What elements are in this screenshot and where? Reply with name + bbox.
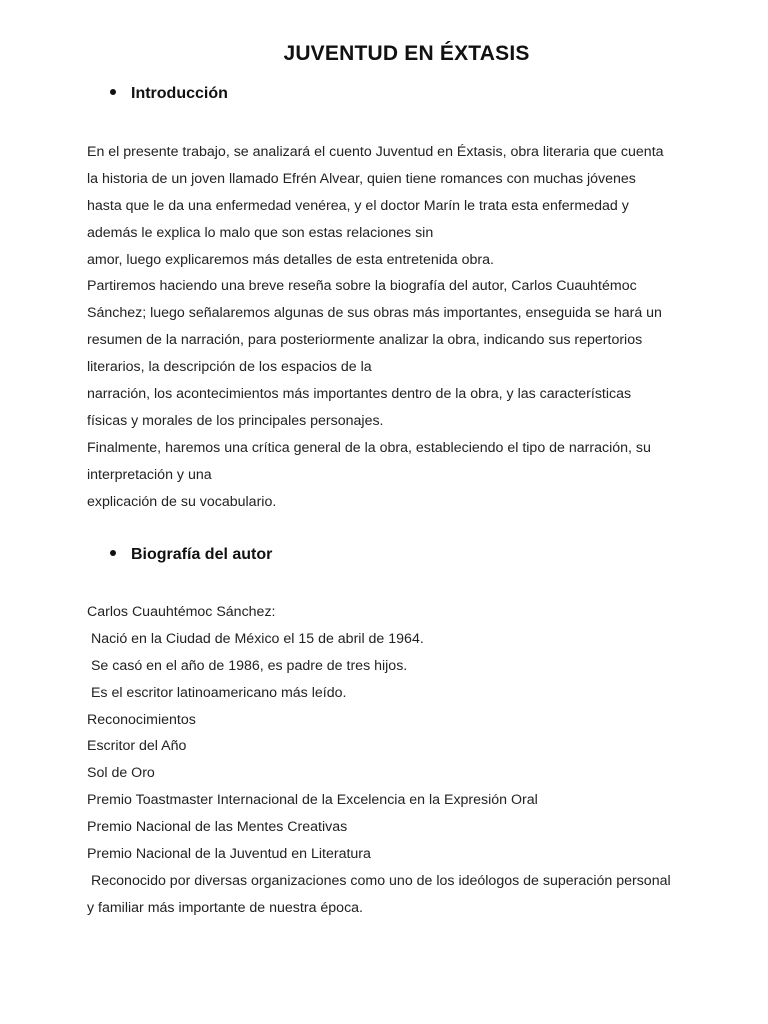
text-line: físicas y morales de los principales personajes. xyxy=(87,412,384,429)
text-line: Premio Nacional de la Juventud en Literatura xyxy=(87,846,371,863)
document-title: JUVENTUD EN ÉXTASIS xyxy=(283,42,530,65)
text-line: Se casó en el año de 1986, es padre de tres hijos. xyxy=(87,657,408,674)
bullet-icon xyxy=(110,89,116,95)
text-line: y familiar más importante de nuestra época. xyxy=(87,899,363,916)
text-line: Finalmente, haremos una crítica general de la obra, estableciendo el tipo de narración, su xyxy=(87,439,651,456)
text-line: Nació en la Ciudad de México el 15 de abril de 1964. xyxy=(87,630,424,647)
text-line: En el presente trabajo, se analizará el cuento Juventud en Éxtasis, obra literaria que cuenta xyxy=(87,144,664,160)
bullet-icon xyxy=(110,550,116,556)
section-heading-introduccion xyxy=(110,85,228,103)
text-line: narración, los acontecimientos más importantes dentro de la obra, y las características xyxy=(87,386,632,403)
section-heading-label: Introducción xyxy=(131,85,228,102)
text-line: amor, luego explicaremos más detalles de esta entretenida obra. xyxy=(87,251,494,268)
text-line: Reconocido por diversas organizaciones como uno de los ideólogos de superación personal xyxy=(87,872,671,889)
text-line: hasta que le da una enfermedad venérea, y el doctor Marín le trata esta enfermedad y xyxy=(87,197,629,214)
section-body-introduccion xyxy=(87,139,737,515)
text-line: Sánchez; luego señalaremos algunas de sus obras más importantes, enseguida se hará un xyxy=(87,305,662,322)
text-line: la historia de un joven llamado Efrén Alvear, quien tiene romances con muchas jóvenes xyxy=(87,170,636,187)
text-line: explicación de su vocabulario. xyxy=(87,493,277,510)
text-line: Escritor del Año xyxy=(87,738,187,755)
text-line: Premio Toastmaster Internacional de la Excelencia en la Expresión Oral xyxy=(87,792,538,809)
section-heading-label: Biografía del autor xyxy=(131,546,273,563)
text-line: interpretación y una xyxy=(87,466,212,483)
text-line: resumen de la narración, para posteriormente analizar la obra, indicando sus repertorios xyxy=(87,332,643,349)
text-line: Es el escritor latinoamericano más leído. xyxy=(87,684,347,701)
text-line: literarios, la descripción de los espacios de la xyxy=(87,359,372,376)
text-line: Premio Nacional de las Mentes Creativas xyxy=(87,819,348,836)
text-line: además le explica lo malo que son estas relaciones sin xyxy=(87,224,434,241)
text-line: Sol de Oro xyxy=(87,765,155,782)
text-line: Reconocimientos xyxy=(87,711,196,728)
text-line: Partiremos haciendo una breve reseña sobre la biografía del autor, Carlos Cuauhtémoc xyxy=(87,278,637,295)
section-heading-biografia xyxy=(110,546,272,564)
text-line: Carlos Cuauhtémoc Sánchez: xyxy=(87,604,276,620)
section-body-biografia xyxy=(87,599,737,922)
